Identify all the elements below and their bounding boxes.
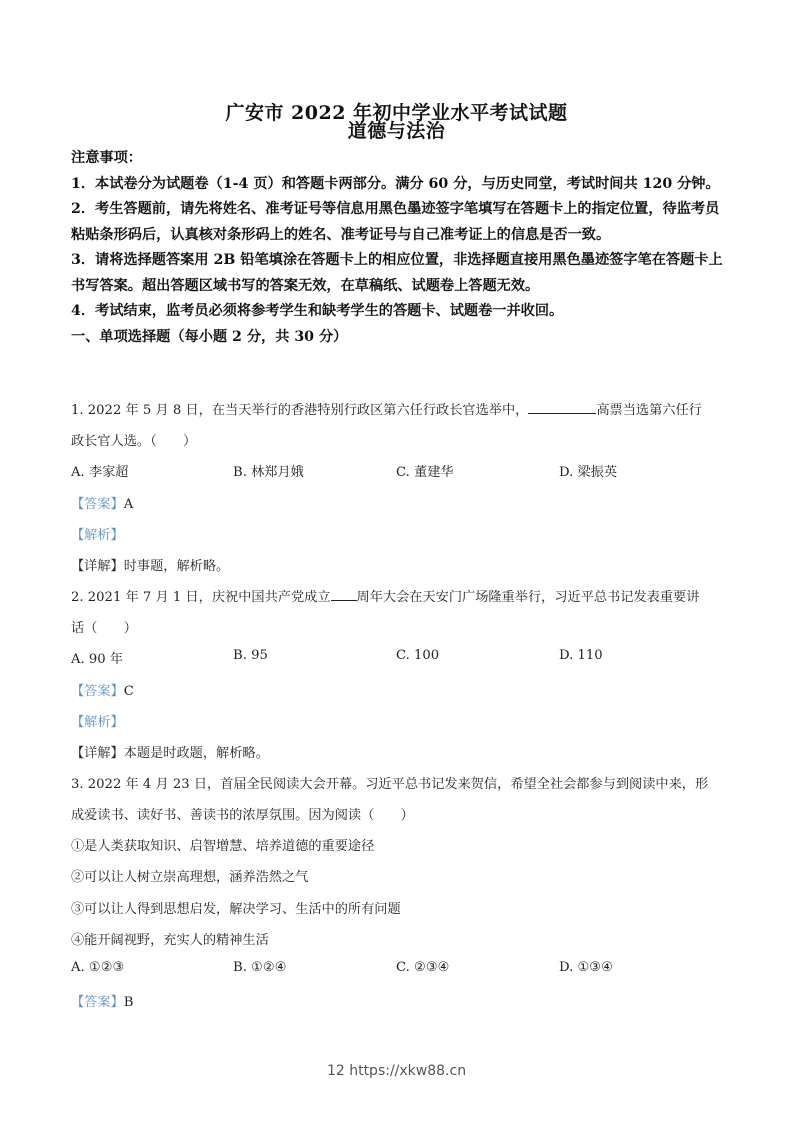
option-a: A. ①②③ [71,960,125,975]
exam-notes [71,146,723,350]
detail-tag: 【详解】 [71,746,124,761]
option-d: D. ①③④ [559,960,613,975]
detail-tag: 【详解】 [71,559,124,574]
statement-1: ①是人类获取知识、启智增慧、培养道德的重要途径 [71,839,375,854]
option-d: D. 110 [559,648,603,663]
question-1-line-1: 1. 2022 年 5 月 8 日，在当天举行的香港特别行政区第六任行政长官选举中， 高票当选第六任行 [71,403,702,418]
statement-3: ③可以让人得到思想启发，解决学习、生活中的所有问题 [71,902,401,917]
answer-line [71,680,134,699]
analysis-tag: 【解析】 [71,715,124,730]
option-c: C. ②③④ [396,960,450,975]
option-a: A. 李家超 [71,465,129,480]
page-footer: 12 https://xkw88.cn [326,1063,467,1079]
page-subtitle: 道德与法治 [347,120,446,142]
option-b: B. ①②④ [233,960,287,975]
question-2-line-2: 话（ ） [71,621,137,636]
detail-text: 本题是时政题，解析略。 [123,746,269,761]
analysis-tag: 【解析】 [71,528,124,543]
question-2-line-1: 2. 2021 年 7 月 1 日，庆祝中国共产党成立 周年大会在天安门广场隆重举行，习近平总书记发表重要讲 [71,590,700,605]
detail-line [71,742,269,761]
notes-heading: 注意事项： [71,150,142,166]
option-d: D. 梁振英 [559,465,618,480]
detail-line [71,555,229,574]
option-b: B. 林郑月娥 [233,465,304,480]
question-3-line-2: 成爱读书、读好书、善读书的浓厚氛围。因为阅读（ ） [71,808,414,823]
page-title: 广安市 2022 年初中学业水平考试试题 [225,102,568,124]
option-a: A. 90 年 [71,652,124,667]
answer-line [71,493,133,512]
note-item-1: 1．本试卷分为试题卷（1-4 页）和答题卡两部分。满分 60 分，与历史同堂，考试时间共 120 分钟。 [71,175,720,192]
answer-value: A [123,497,134,512]
section-heading: 一、单项选择题（每小题 2 分，共 30 分） [71,328,348,345]
option-c: C. 董建华 [396,465,454,480]
answer-tag: 【答案】 [71,995,124,1010]
statement-2: ②可以让人树立崇高理想，涵养浩然之气 [71,870,309,885]
answer-tag: 【答案】 [71,684,124,699]
question-3-line-1: 3. 2022 年 4 月 23 日，首届全民阅读大会开幕。习近平总书记发来贺信，希望全社会都参与到阅读中来，形 [71,777,709,792]
answer-line [71,991,133,1010]
answer-value: B [123,995,134,1010]
statement-4: ④能开阔视野，充实人的精神生活 [71,933,269,948]
note-item-2: 2．考生答题前，请先将姓名、准考证号等信息用黑色墨迹签字笔填写在答题卡上的指定位置，待监考员粘贴条形码后，认真核对条形码上的姓名、准考证号与自己准考证上的信息是否一致。 [71,201,720,243]
detail-text: 时事题，解析略。 [123,559,230,574]
option-b: B. 95 [233,648,268,663]
answer-tag: 【答案】 [71,497,124,512]
answer-blank [528,401,596,414]
option-c: C. 100 [396,648,440,663]
note-item-4: 4．考试结束，监考员必须将参考学生和缺考学生的答题卡、试题卷一并收回。 [71,303,564,319]
question-1-line-2: 政长官人选。（ ） [71,434,197,449]
answer-blank [331,588,357,601]
note-item-3: 3．请将选择题答案用 2B 铅笔填涂在答题卡上的相应位置，非选择题直接用黑色墨迹签字笔在答题卡上书写答案。超出答题区域书写的答案无效，在草稿纸、试题卷上答题无效。 [71,252,723,294]
answer-value: C [123,684,134,699]
